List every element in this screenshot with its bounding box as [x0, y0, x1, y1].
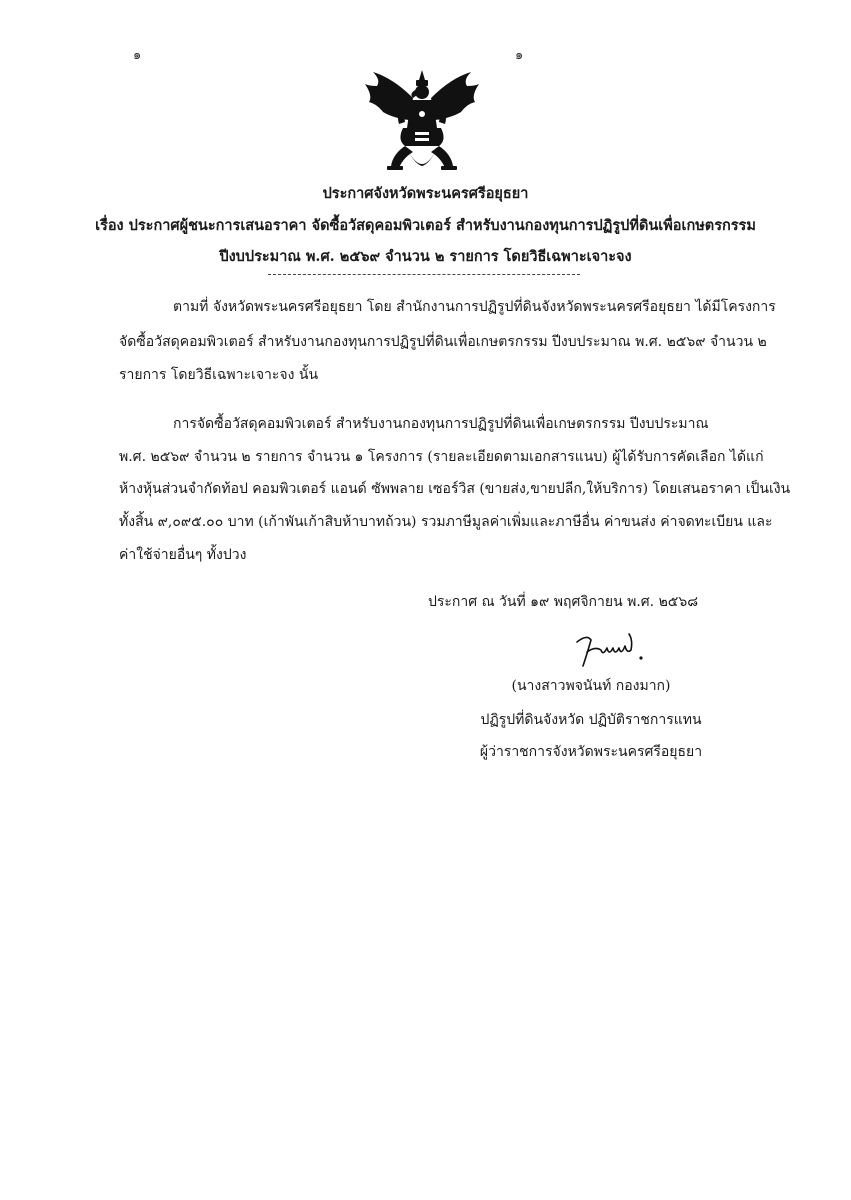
announcement-subject-continued: ปีงบประมาณ พ.ศ. ๒๕๖๙ จำนวน ๒ รายการ โดยวิธีเฉพาะเจาะจง: [219, 248, 632, 265]
title-divider: [268, 274, 580, 275]
signatory-position-on-behalf: ผู้ว่าราชการจังหวัดพระนครศรีอยุธยา: [479, 744, 703, 760]
signatory-position: ปฏิรูปที่ดินจังหวัด ปฏิบัติราชการแทน: [480, 712, 702, 728]
signatory-name: (นางสาวพจนันท์ กองมาก): [511, 678, 671, 694]
paragraph-2-line-5: ค่าใช้จ่ายอื่นๆ ทั้งปวง: [119, 547, 247, 563]
paragraph-2-line-1: การจัดซื้อวัสดุคอมพิวเตอร์ สำหรับงานกองทุนการปฏิรูปที่ดินเพื่อเกษตรกรรม ปีงบประมาณ: [173, 416, 709, 432]
handwritten-signature: [573, 628, 649, 670]
paragraph-2-line-2: พ.ศ. ๒๕๖๙ จำนวน ๒ รายการ จำนวน ๑ โครงการ (รายละเอียดตามเอกสารแนบ) ผู้ได้รับการคัดเลือก ได้แก่: [119, 449, 764, 465]
garuda-emblem: [363, 68, 481, 176]
paragraph-1-line-1: ตามที่ จังหวัดพระนครศรีอยุธยา โดย สำนักงานการปฏิรูปที่ดินจังหวัดพระนครศรีอยุธยา ได้มีโครงการ: [173, 299, 776, 315]
announcement-title: ประกาศจังหวัดพระนครศรีอยุธยา: [322, 185, 529, 202]
paragraph-1-line-3: รายการ โดยวิธีเฉพาะเจาะจง นั้น: [119, 367, 319, 383]
announcement-subject: เรื่อง ประกาศผู้ชนะการเสนอราคา จัดซื้อวัสดุคอมพิวเตอร์ สำหรับงานกองทุนการปฏิรูปที่ดินเพื่อเกษตรกรรม: [95, 217, 756, 234]
page-number-mark-left: ๑: [133, 48, 142, 63]
paragraph-2-line-4: ทั้งสิ้น ๙,๐๙๕.๐๐ บาท (เก้าพันเก้าสิบห้าบาทถ้วน) รวมภาษีมูลค่าเพิ่มและภาษีอื่น ค่าขนส่ง ค่าจดทะเบียน และ: [119, 514, 773, 530]
paragraph-1-line-2: จัดซื้อวัสดุคอมพิวเตอร์ สำหรับงานกองทุนการปฏิรูปที่ดินเพื่อเกษตรกรรม ปีงบประมาณ พ.ศ. ๒๕๖๙ จำนวน ๒: [119, 334, 767, 350]
paragraph-2-line-3: ห้างหุ้นส่วนจำกัดท้อป คอมพิวเตอร์ แอนด์ ซัพพลาย เซอร์วิส (ขายส่ง,ขายปลีก,ให้บริการ) โดยเสนอราคา เป็นเงิน: [119, 481, 791, 497]
announcement-date: ประกาศ ณ วันที่ ๑๙ พฤศจิกายน พ.ศ. ๒๕๖๘: [428, 594, 699, 610]
page-number-mark-right: ๑: [515, 48, 524, 63]
